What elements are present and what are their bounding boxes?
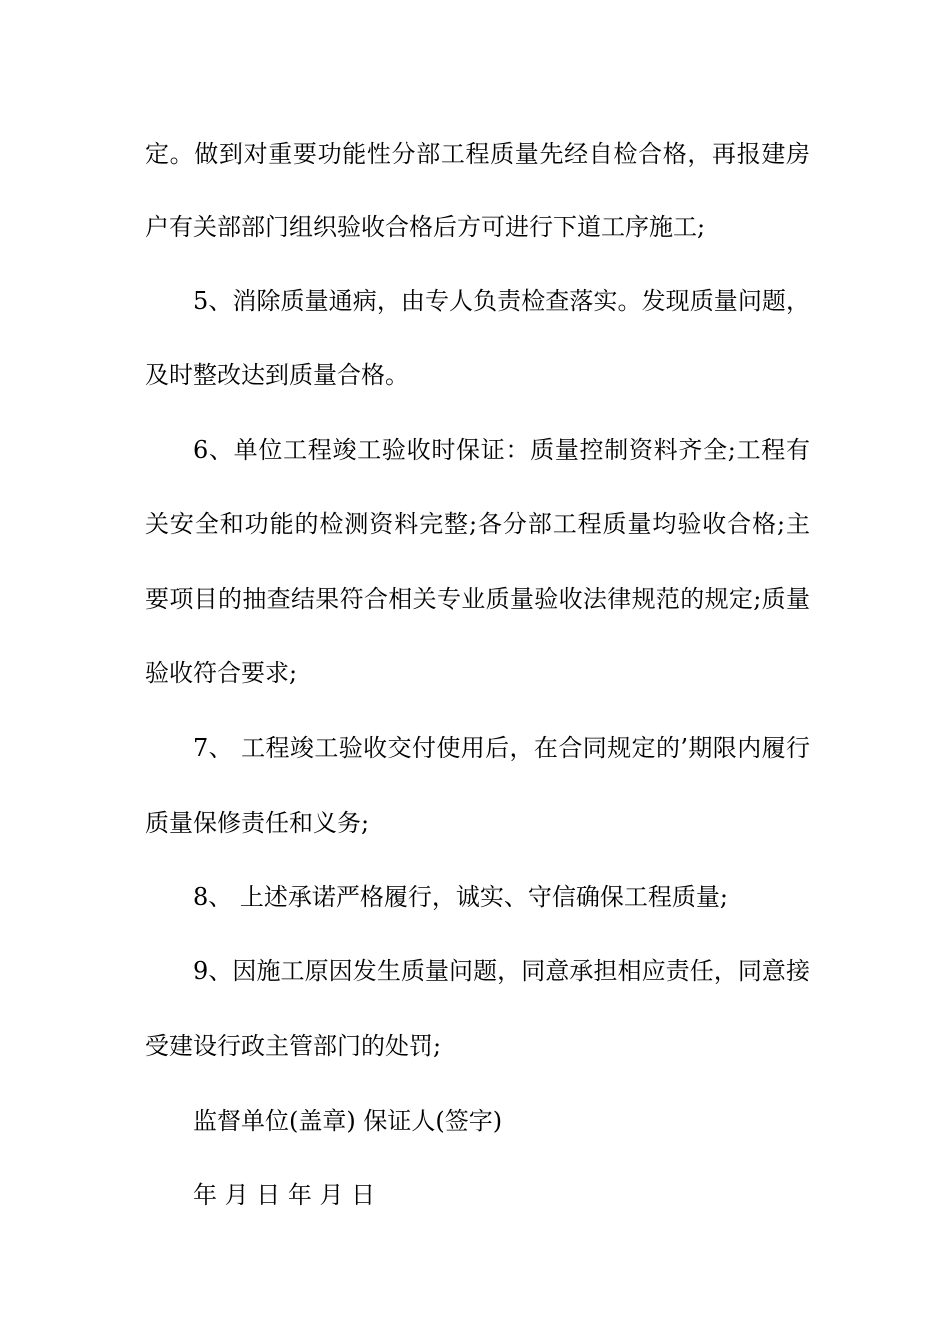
item-5-line-2: 及时整改达到质量合格。 — [145, 361, 409, 389]
item-7-line-2: 质量保修责任和义务; — [145, 809, 370, 837]
item-6-line-2: 关安全和功能的检测资料完整;各分部工程质量均验收合格;主 — [145, 510, 810, 538]
signature-line: 监督单位(盖章) 保证人(签字) — [193, 1107, 503, 1135]
item-7-line-1: 7、 工程竣工验收交付使用后，在合同规定的’期限内履行 — [193, 734, 810, 762]
item-8-line-1: 8、 上述承诺严格履行，诚实、守信确保工程质量; — [193, 883, 728, 911]
item-6-line-3: 要项目的抽查结果符合相关专业质量验收法律规范的规定;质量 — [145, 585, 810, 613]
item-6-line-4: 验收符合要求; — [145, 659, 298, 687]
item-9-line-1: 9、因施工原因发生质量问题，同意承担相应责任，同意接 — [193, 957, 810, 985]
date-line: 年 月 日 年 月 日 — [193, 1181, 376, 1209]
item-9-line-2: 受建设行政主管部门的处罚; — [145, 1032, 442, 1060]
text-line-2: 户有关部部门组织验收合格后方可进行下道工序施工; — [145, 213, 706, 241]
item-5-line-1: 5、消除质量通病，由专人负责检查落实。发现质量问题， — [193, 287, 810, 315]
item-6-line-1: 6、单位工程竣工验收时保证：质量控制资料齐全;工程有 — [193, 436, 810, 464]
text-line-1: 定。做到对重要功能性分部工程质量先经自检合格，再报建房 — [145, 140, 810, 168]
